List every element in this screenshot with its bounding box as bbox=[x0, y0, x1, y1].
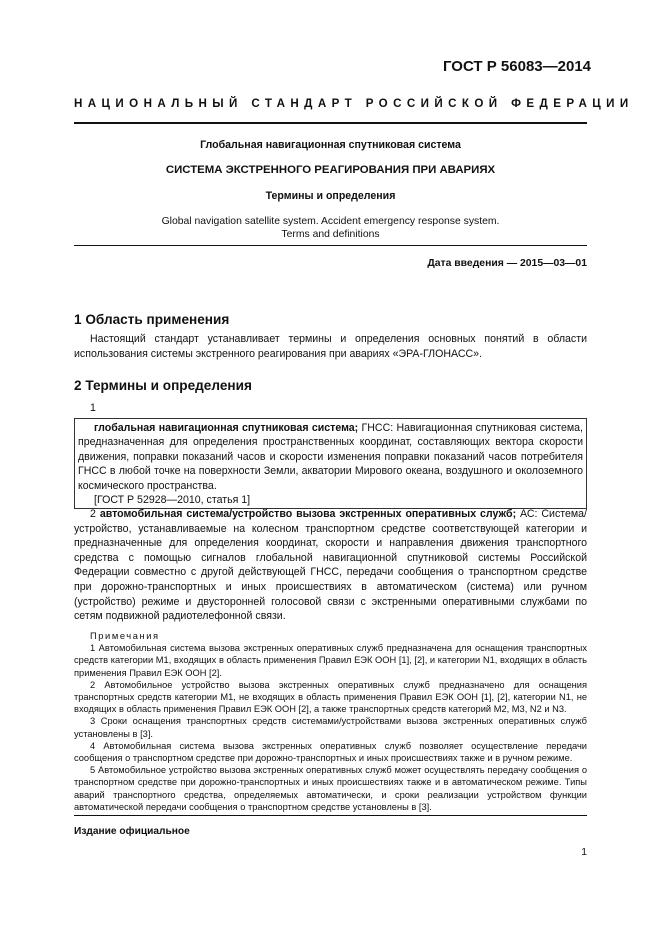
title-divider bbox=[74, 245, 587, 246]
english-title-line-2: Terms and definitions bbox=[281, 228, 380, 240]
term-2-number: 2 bbox=[90, 508, 100, 520]
english-title-line-1: Global navigation satellite system. Accident emergency response system. bbox=[161, 216, 500, 227]
note-item: 5 Автомобильное устройство вызова экстренных оперативных служб может осуществлять передачу сообщения о транспортном средстве при дорожно-транспортных и иных происшествиях также и в автоматическом режиме. Типы аварий транспортного средства, определяемых автоматически, и сроки реализации устройством функции автоматической передачи сообщения о транспортном средстве установлены в [3]. bbox=[74, 765, 587, 812]
national-standard-title: НАЦИОНАЛЬНЫЙ СТАНДАРТ РОССИЙСКОЙ ФЕДЕРАЦИИ bbox=[74, 97, 634, 110]
notes-block bbox=[74, 630, 587, 813]
term-2-term: автомобильная система/устройство вызова экстренных оперативных служб; bbox=[99, 508, 517, 520]
term-1-term: глобальная навигационная спутниковая система; bbox=[94, 422, 359, 434]
term-2-definition: АС: Система/устройство, устанавливаемые на колесном транспортном средстве соответствующей категории и предназначенные для определения координат, скорости и направления движения транспортного средства с помощью сигналов глобальной навигационной спутниковой системы Российской Федерации совместно с другой действующей ГНСС, передачи сообщения о транспортном средстве при дорожно-транспортных и иных происшествиях в автоматическом (система) или ручном (устройство) режиме и двусторонней голосовой связи с экстренными оперативными службами по сетям подвижной радиотелефонной связи. bbox=[74, 508, 588, 623]
introduction-date: Дата введения — 2015—03—01 bbox=[427, 258, 587, 269]
title-line-2: СИСТЕМА ЭКСТРЕННОГО РЕАГИРОВАНИЯ ПРИ АВАРИЯХ bbox=[165, 164, 496, 176]
term-2 bbox=[74, 507, 587, 624]
section-2-heading: 2 Термины и определения bbox=[74, 378, 252, 393]
footer-divider bbox=[74, 815, 587, 816]
section-1-heading: 1 Область применения bbox=[74, 312, 230, 327]
header-divider bbox=[74, 122, 587, 124]
notes-heading: Примечания bbox=[90, 631, 160, 641]
page-number: 1 bbox=[581, 847, 587, 858]
term-1-box bbox=[74, 418, 587, 509]
english-title bbox=[74, 216, 587, 241]
term-1-definition: ГНСС: Навигационная спутниковая система, предназначенная для определения пространственных координат, составляющих вектора скорости движения, поправки показаний часов и скорости изменения поправки показаний часов потребителя ГНСС в любой точке на поверхности Земли, акватории Мирового океана, воздушного и околоземного космического пространства. bbox=[78, 422, 583, 492]
note-item: 2 Автомобильное устройство вызова экстренных оперативных служб предназначено для оснащения транспортных средств категории М1, не входящих в область применения Правил ЕЭК ООН [1], [2], категории N1, не входящих в область применения Правил ЕЭК ООН [2], а также транспортных средств категорий М2, М3, N2 и N3. bbox=[74, 679, 587, 715]
note-item: 4 Автомобильная система вызова экстренных оперативных служб позволяет осуществление передачи сообщения о транспортном средстве при дорожно-транспортных и иных происшествиях также и в ручном режиме. bbox=[74, 740, 587, 764]
term-1-source: [ГОСТ Р 52928—2010, статья 1] bbox=[94, 494, 251, 507]
section-1-text: Настоящий стандарт устанавливает термины и определения основных понятий в области использования системы экстренного реагирования при авариях «ЭРА-ГЛОНАСС». bbox=[74, 333, 587, 361]
document-number: ГОСТ Р 56083—2014 bbox=[442, 58, 591, 75]
note-item: 1 Автомобильная система вызова экстренных оперативных служб предназначена для оснащения транспортных средств категории М1, входящих в область применения Правил ЕЭК ООН [1], [2], и категории N1, входящих в область применения Правил ЕЭК ООН [2]. bbox=[74, 643, 587, 678]
title-line-1: Глобальная навигационная спутниковая система bbox=[200, 139, 461, 151]
term-1-number: 1 bbox=[90, 402, 96, 414]
note-item: 3 Сроки оснащения транспортных средств системами/устройствами вызова экстренных оперативных служб установлены в [3]. bbox=[74, 716, 587, 739]
title-line-3: Термины и определения bbox=[265, 190, 396, 202]
edition-label: Издание официальное bbox=[74, 826, 190, 837]
